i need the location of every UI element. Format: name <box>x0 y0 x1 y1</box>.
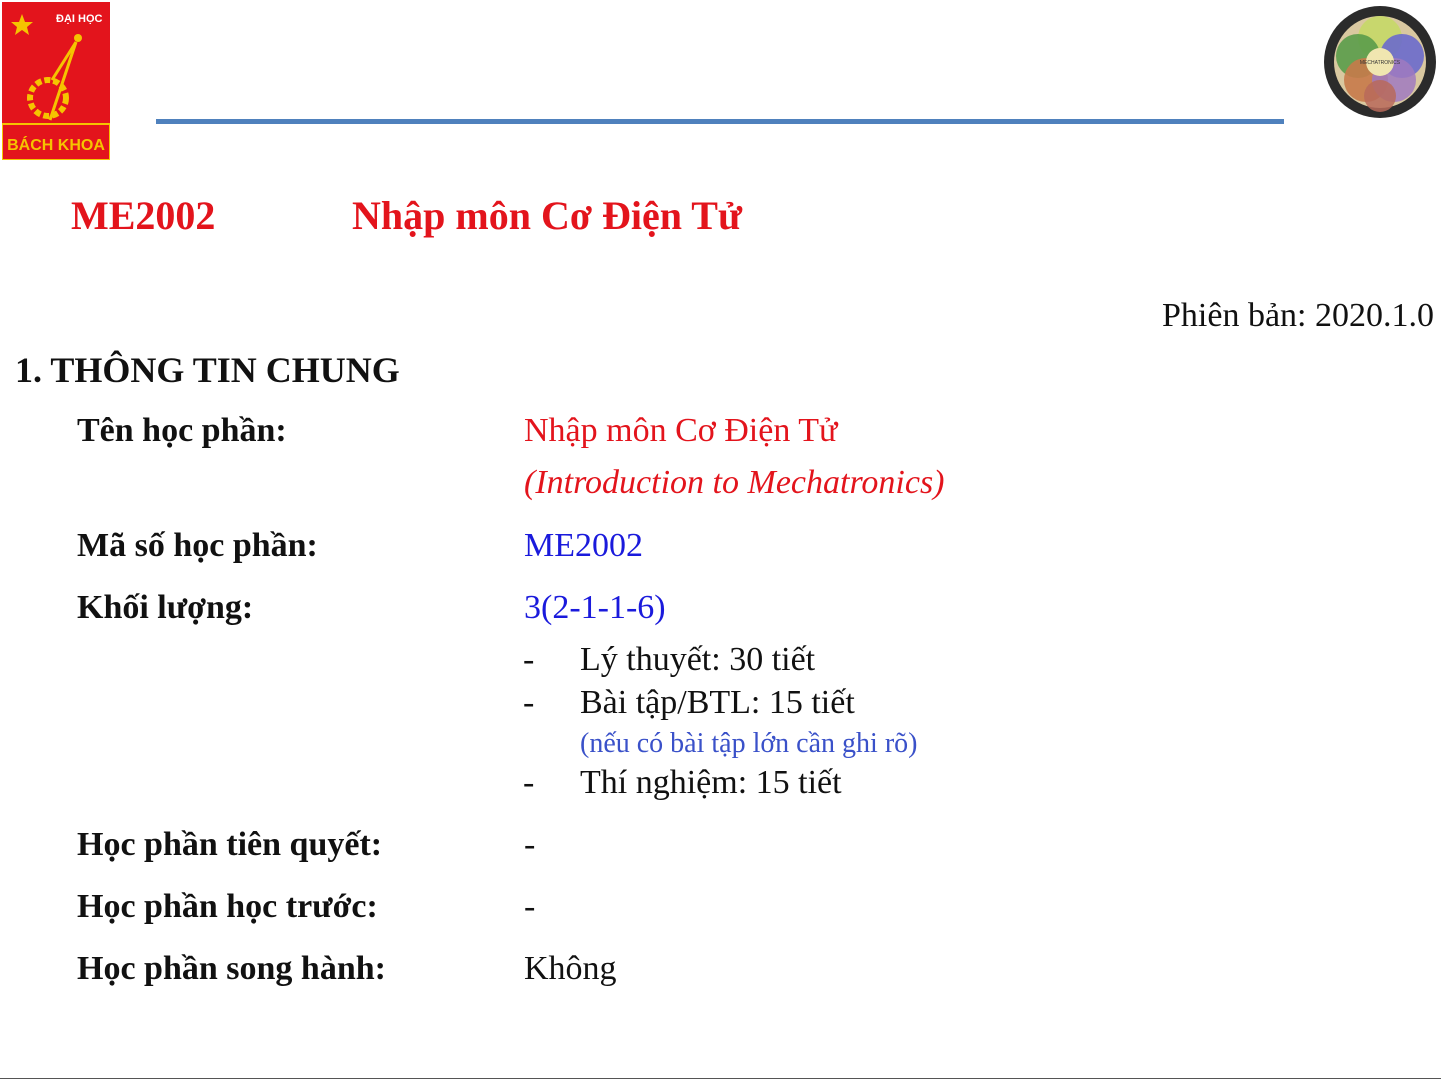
list-item-dash: - <box>523 684 535 721</box>
version-label: Phiên bản: 2020.1.0 <box>1162 297 1434 334</box>
course-name-vi: Nhập môn Cơ Điện Tử <box>524 412 838 449</box>
course-name-title: Nhập môn Cơ Điện Tử <box>352 193 742 238</box>
course-code-label: Mã số học phần: <box>77 527 318 564</box>
prerequisite-value: - <box>524 826 536 863</box>
corequisite-label: Học phần song hành: <box>77 950 386 987</box>
course-code-title: ME2002 <box>71 193 216 238</box>
emblem-center-text: MECHATRONICS <box>1359 60 1401 66</box>
mechatronics-emblem <box>1320 4 1440 120</box>
logo-top-text: ĐẠI HỌC <box>56 13 103 25</box>
workload-theory: Lý thuyết: 30 tiết <box>580 641 816 678</box>
workload-note: (nếu có bài tập lớn cần ghi rõ) <box>580 728 918 759</box>
compass-logo-icon <box>2 2 110 160</box>
mechatronics-diagram-icon <box>1320 4 1440 120</box>
list-item-dash: - <box>523 641 535 678</box>
section-heading: 1. THÔNG TIN CHUNG <box>15 350 400 390</box>
workload-exercise: Bài tập/BTL: 15 tiết <box>580 684 855 721</box>
prerequisite-label: Học phần tiên quyết: <box>77 826 383 863</box>
bottom-rule <box>0 1078 1441 1079</box>
university-logo <box>2 2 110 160</box>
workload-label: Khối lượng: <box>77 589 254 626</box>
course-name-label: Tên học phần: <box>77 412 287 449</box>
prior-course-label: Học phần học trước: <box>77 888 378 925</box>
course-code-value: ME2002 <box>524 527 643 564</box>
logo-bottom-text: BÁCH KHOA <box>7 137 105 154</box>
list-item-dash: - <box>523 764 535 801</box>
header-rule <box>156 119 1284 124</box>
workload-lab: Thí nghiệm: 15 tiết <box>580 764 842 801</box>
prior-course-value: - <box>524 888 536 925</box>
course-name-en: (Introduction to Mechatronics) <box>524 464 945 501</box>
workload-value: 3(2-1-1-6) <box>524 589 666 626</box>
corequisite-value: Không <box>524 950 617 987</box>
